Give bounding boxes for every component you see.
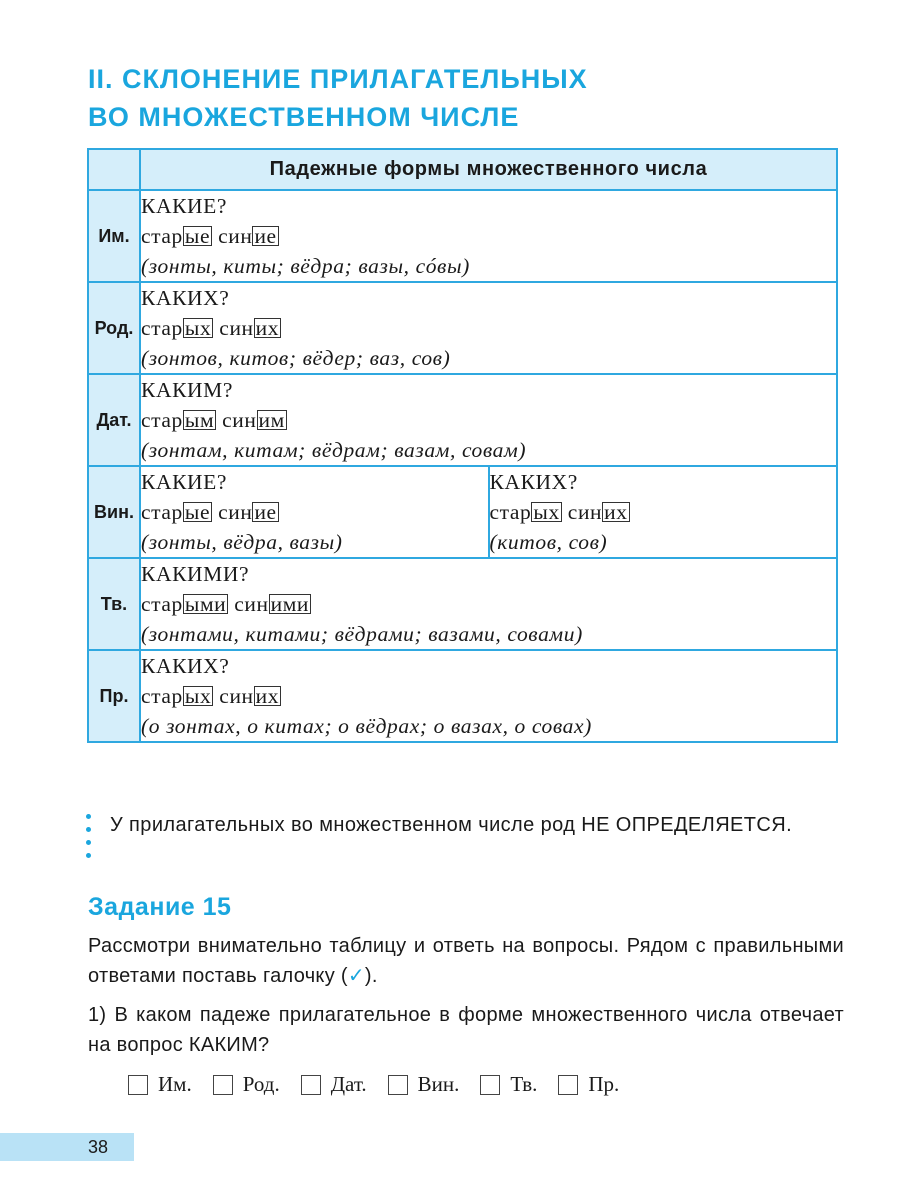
case-question: КАКИЕ? [141, 470, 228, 494]
adjective-forms: старые синие [141, 224, 277, 248]
checkbox[interactable] [480, 1075, 500, 1095]
case-question: КАКИМ? [141, 378, 233, 402]
example-nouns: (зонты, киты; вёдра; вазы, сóвы) [141, 254, 470, 278]
case-label-prep: Пр. [88, 650, 140, 742]
section-heading [88, 60, 588, 136]
checkbox[interactable] [301, 1075, 321, 1095]
task-title: Задание 15 [88, 893, 232, 921]
example-nouns: (зонтами, китами; вёдрами; вазами, совами) [141, 622, 583, 646]
case-label-acc: Вин. [88, 466, 140, 558]
rule-note [86, 810, 846, 840]
case-cell-nom [140, 190, 837, 282]
case-question: КАКИМИ? [141, 562, 250, 586]
table-corner [88, 149, 140, 190]
table-header: Падежные формы множественного числа [140, 149, 837, 190]
option-gen[interactable]: Род. [213, 1072, 280, 1097]
example-nouns: (зонтам, китам; вёдрам; вазам, совам) [141, 438, 527, 462]
task-question-1: 1) В каком падеже прилагательное в форме множественного числа отвечает на вопрос КАКИМ? [88, 1004, 844, 1056]
case-label-gen: Род. [88, 282, 140, 374]
checkbox[interactable] [128, 1075, 148, 1095]
answer-options [128, 1072, 828, 1097]
checkbox[interactable] [558, 1075, 578, 1095]
checkbox[interactable] [388, 1075, 408, 1095]
adjective-forms: старых синих [489, 500, 628, 524]
option-dat[interactable]: Дат. [301, 1072, 367, 1097]
heading-line-2: ВО МНОЖЕСТВЕННОМ ЧИСЛЕ [88, 102, 520, 132]
task-instructions: Рассмотри внимательно таблицу и ответь на вопросы. Рядом с правильными ответами поставь галочку (✓). [88, 935, 844, 987]
adjective-forms: старыми синими [141, 592, 310, 616]
checkmark-icon: ✓ [347, 965, 365, 987]
adjective-forms: старых синих [141, 684, 280, 708]
example-nouns: (о зонтах, о китах; о вёдрах; о вазах, о совах) [141, 714, 592, 738]
case-cell-prep [140, 650, 837, 742]
example-nouns: (зонтов, китов; вёдер; ваз, сов) [141, 346, 451, 370]
case-cell-dat [140, 374, 837, 466]
example-nouns: (китов, сов) [489, 530, 608, 554]
case-cell-ins [140, 558, 837, 650]
checkbox[interactable] [213, 1075, 233, 1095]
page-number: 38 [0, 1133, 134, 1161]
note-dots-icon [86, 814, 92, 866]
case-label-dat: Дат. [88, 374, 140, 466]
adjective-forms: старым синим [141, 408, 285, 432]
example-nouns: (зонты, вёдра, вазы) [141, 530, 343, 554]
case-label-nom: Им. [88, 190, 140, 282]
adjective-forms: старые синие [141, 500, 277, 524]
option-ins[interactable]: Тв. [480, 1072, 537, 1097]
case-question: КАКИХ? [141, 654, 230, 678]
case-question: КАКИЕ? [141, 194, 228, 218]
note-text: У прилагательных во множественном числе род НЕ ОПРЕДЕЛЯЕТСЯ. [110, 814, 793, 836]
case-question: КАКИХ? [141, 286, 230, 310]
case-label-ins: Тв. [88, 558, 140, 650]
case-cell-acc-inanimate [140, 466, 489, 558]
case-cell-acc-animate [489, 466, 838, 558]
declension-table [87, 148, 838, 743]
case-cell-gen [140, 282, 837, 374]
option-acc[interactable]: Вин. [388, 1072, 460, 1097]
option-prep[interactable]: Пр. [558, 1072, 619, 1097]
case-question: КАКИХ? [489, 470, 578, 494]
option-nom[interactable]: Им. [128, 1072, 192, 1097]
heading-line-1: II. СКЛОНЕНИЕ ПРИЛАГАТЕЛЬНЫХ [88, 64, 588, 94]
adjective-forms: старых синих [141, 316, 280, 340]
